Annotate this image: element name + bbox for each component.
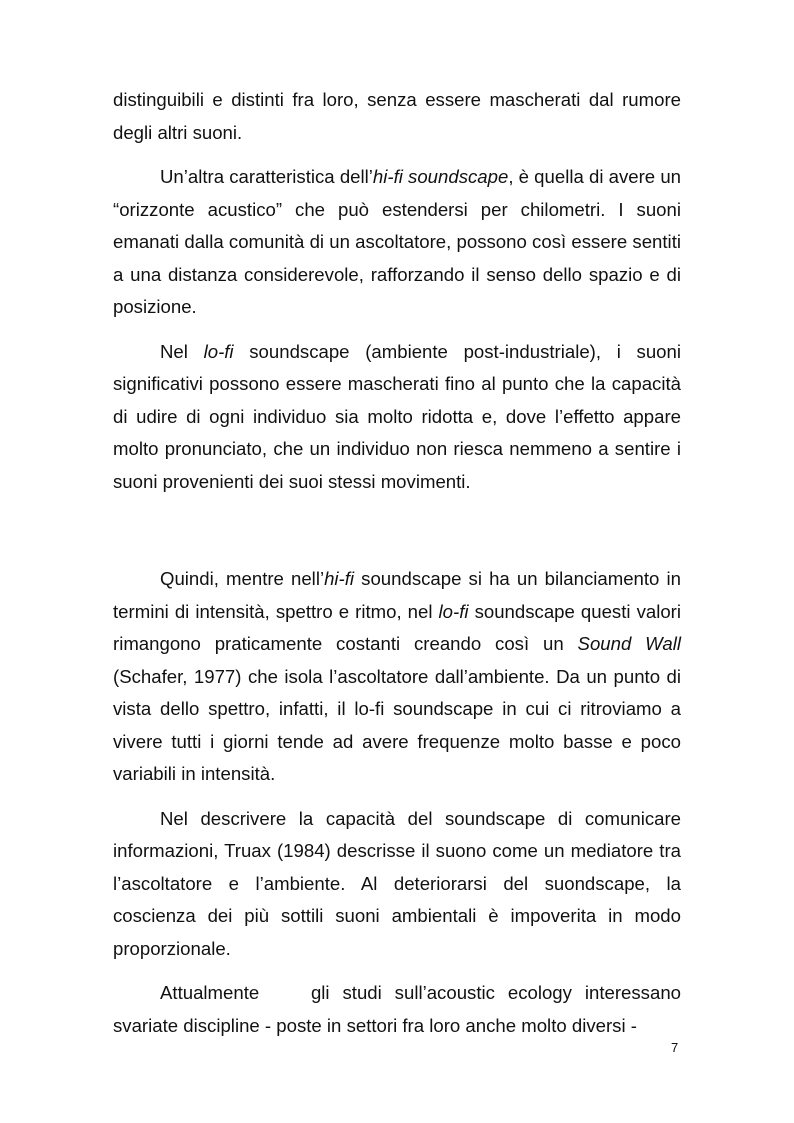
text-segment: , è quella di avere un “orizzonte acustico” che può estendersi per chilometri. I suoni emanati dalla comunità di un ascoltatore, possono così essere sentiti a una distanza considerevole, rafforzando il senso dello spazio e di posizione. — [113, 166, 682, 317]
text-segment: soundscape (ambiente post-industriale), i suoni significativi possono essere mascherati fino al punto che la capacità di udire di ogni individuo sia molto ridotta e, dove l’effetto appare molto pronunciato, che un individuo non riesca nemmeno a sentire i suoni provenienti dei suoi stessi movimenti. — [113, 340, 681, 492]
text-segment: Un’altra caratteristica dell’ — [160, 166, 373, 187]
text-segment: Nel — [160, 340, 204, 362]
document-body — [113, 84, 687, 1054]
italic-term: hi-fi — [324, 568, 355, 589]
italic-term: lo-fi — [203, 340, 234, 362]
text-segment: soundscape questi valori rimangono praticamente costanti creando così un — [113, 600, 682, 654]
text-segment: Attualmente gli studi sull’acoustic ecology interessano svariate discipline - poste in settori fra loro anche molto diversi - — [113, 982, 687, 1036]
italic-term: lo-fi — [438, 600, 469, 622]
italic-term: hi-fi soundscape — [372, 166, 509, 187]
page-number: 7 — [671, 1040, 679, 1055]
text-segment: soundscape si ha un bilanciamento in termini di intensità, spettro e ritmo, nel — [113, 568, 681, 622]
paragraph — [113, 336, 681, 499]
paragraph-gap — [113, 510, 681, 563]
text-segment: Nel descrivere la capacità del soundscape di comunicare informazioni, Truax (1984) descrisse il suono come un mediatore tra l’ascoltatore e l’ambiente. Al deteriorarsi del suondscape, la coscienza dei più sottili suoni ambientali è impoverita in modo proporzionale. — [113, 807, 681, 959]
text-segment: (Schafer, 1977) che isola l’ascoltatore dall’ambiente. Da un punto di vista dello spettro, infatti, il lo-fi soundscape in cui ci ritroviamo a vivere tutti i giorni tende ad avere frequenze molto basse e poco variabili in intensità. — [113, 665, 681, 784]
paragraph — [113, 977, 687, 1042]
paragraph — [113, 563, 681, 791]
text-segment: Quindi, mentre nell’ — [160, 568, 325, 589]
paragraph — [113, 161, 681, 324]
paragraph — [113, 803, 681, 966]
text-segment: distinguibili e distinti fra loro, senza essere mascherati dal rumore degli altri suoni. — [113, 89, 681, 143]
paragraph — [113, 84, 681, 149]
italic-term: Sound Wall — [577, 633, 681, 654]
